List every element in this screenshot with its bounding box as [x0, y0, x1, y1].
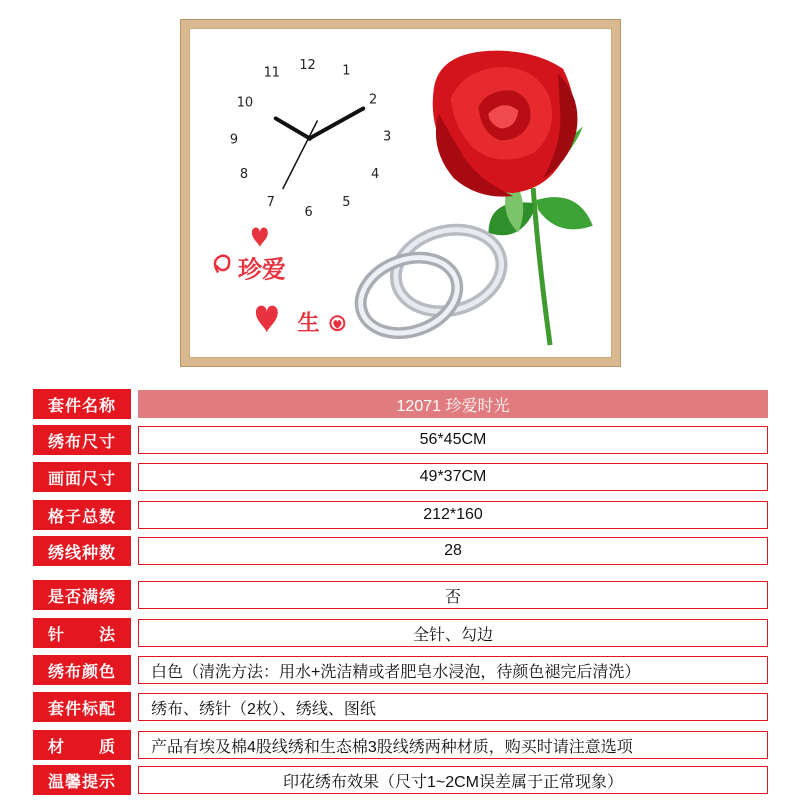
spec-label: 格子总数: [33, 500, 131, 530]
wedding-rings: [350, 218, 511, 346]
spec-row-thread-types: [33, 536, 768, 566]
spec-label: 材 质: [33, 730, 131, 760]
spec-label: 绣布尺寸: [33, 425, 131, 455]
spec-label: 针 法: [33, 618, 131, 648]
clock-number-10: 10: [236, 95, 254, 111]
spec-value: 12071 珍爱时光: [138, 390, 768, 418]
spec-value: 212*160: [138, 501, 768, 529]
spec-row-grid-count: [33, 500, 768, 530]
artwork-text-line1: 珍爱: [237, 255, 286, 284]
spec-row-kit-name: [33, 389, 768, 419]
clock-number-3: 3: [382, 129, 392, 145]
spec-row-material: [33, 730, 768, 760]
spec-label: 套件标配: [33, 692, 131, 722]
product-artwork: [189, 28, 612, 358]
spec-row-full-stitch: [33, 580, 768, 610]
spec-value: 全针、勾边: [138, 619, 768, 647]
spec-value: 产品有埃及棉4股线绣和生态棉3股线绣两种材质，购买时请注意选项: [138, 731, 768, 759]
spec-value: 56*45CM: [138, 426, 768, 454]
artwork-svg: [190, 29, 611, 357]
clock-number-4: 4: [371, 167, 380, 183]
spec-row-image-size: [33, 462, 768, 492]
spec-value: 白色（清洗方法：用水+洗洁精或者肥皂水浸泡，待颜色褪完后清洗）: [138, 656, 768, 684]
clock-number-12: 12: [299, 57, 316, 73]
spec-label: 绣线种数: [33, 536, 131, 566]
spec-row-kit-contents: [33, 692, 768, 722]
clock-number-1: 1: [342, 63, 351, 79]
clock-number-7: 7: [266, 194, 275, 210]
spec-label: 套件名称: [33, 389, 131, 419]
spec-label: 画面尺寸: [33, 462, 131, 492]
spec-value: 否: [138, 581, 768, 609]
spec-row-tips: [33, 765, 768, 795]
spec-row-cloth-size: [33, 425, 768, 455]
spec-value: 49*37CM: [138, 463, 768, 491]
clock: [230, 58, 391, 220]
clock-number-11: 11: [263, 65, 281, 81]
clock-number-9: 9: [229, 132, 239, 148]
spec-value: 28: [138, 537, 768, 565]
clock-number-6: 6: [304, 204, 313, 220]
clock-number-2: 2: [369, 92, 378, 108]
spec-value: 印花绣布效果（尺寸1~2CM误差属于正常现象）: [138, 766, 768, 794]
clock-number-8: 8: [239, 167, 249, 183]
clock-hour-hand: [276, 118, 310, 138]
spec-label: 绣布颜色: [33, 655, 131, 685]
artwork-text-line2: 生: [297, 311, 320, 337]
heart-icon: [256, 306, 278, 334]
spec-value: 绣布、绣针（2枚）、绣线、图纸: [138, 693, 768, 721]
clock-number-5: 5: [342, 194, 351, 210]
product-frame: [180, 19, 621, 367]
small-heart-icon: [252, 228, 268, 248]
spec-label: 是否满绣: [33, 580, 131, 610]
clock-minute-hand: [310, 109, 364, 139]
spec-row-cloth-color: [33, 655, 768, 685]
spec-row-stitch-method: [33, 618, 768, 648]
decorative-text: [215, 228, 344, 337]
spec-label: 温馨提示: [33, 765, 131, 795]
